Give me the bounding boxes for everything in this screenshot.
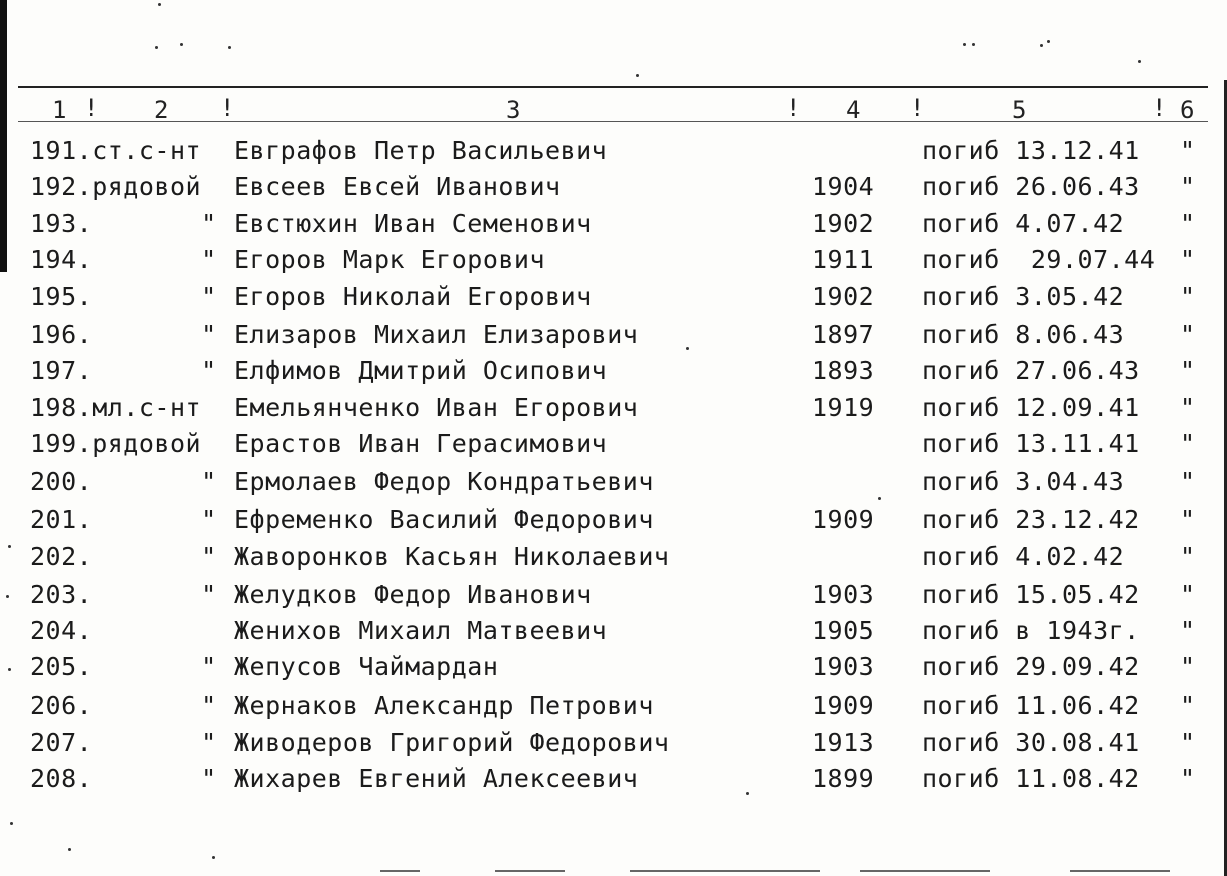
bottom-fragment — [380, 870, 420, 872]
header-separator: ! — [786, 94, 801, 122]
cell-status: погиб 29.07.44 — [922, 245, 1156, 274]
header-col2: 2 — [154, 96, 170, 124]
header-col6: 6 — [1180, 96, 1196, 124]
scan-speck — [68, 848, 71, 851]
cell-status: погиб 12.09.41 — [922, 393, 1140, 422]
scan-speck — [686, 347, 689, 350]
cell-name: Жаворонков Касьян Николаевич — [234, 542, 670, 571]
cell-birth-year: 1904 — [812, 172, 875, 201]
bottom-fragment — [1070, 870, 1170, 872]
cell-status: погиб 15.05.42 — [922, 580, 1140, 609]
cell-status: погиб 3.04.43 — [922, 467, 1125, 496]
cell-mark: " — [1180, 393, 1196, 422]
cell-name: Жепусов Чаймардан — [234, 652, 499, 681]
cell-mark: " — [1180, 728, 1196, 757]
scan-speck — [155, 46, 158, 49]
cell-status: погиб 23.12.42 — [922, 505, 1140, 534]
cell-name: Евграфов Петр Васильевич — [234, 136, 608, 165]
cell-number-rank: 197. " — [30, 356, 217, 385]
cell-name: Ермолаев Федор Кондратьевич — [234, 467, 654, 496]
cell-number-rank: 195. " — [30, 282, 217, 311]
cell-birth-year: 1902 — [812, 209, 875, 238]
cell-birth-year: 1909 — [812, 505, 875, 534]
cell-mark: " — [1180, 429, 1196, 458]
cell-number-rank: 192.рядовой — [30, 172, 202, 201]
scan-speck — [636, 74, 639, 77]
cell-name: Егоров Николай Егорович — [234, 282, 592, 311]
cell-mark: " — [1180, 542, 1196, 571]
cell-number-rank: 201. " — [30, 505, 217, 534]
cell-name: Евсеев Евсей Иванович — [234, 172, 561, 201]
scan-speck — [158, 3, 161, 6]
cell-birth-year: 1905 — [812, 616, 875, 645]
cell-number-rank: 206. " — [30, 691, 217, 720]
cell-status: погиб 8.06.43 — [922, 320, 1125, 349]
cell-birth-year: 1913 — [812, 728, 875, 757]
cell-status: погиб 26.06.43 — [922, 172, 1140, 201]
cell-birth-year: 1902 — [812, 282, 875, 311]
scan-speck — [1047, 40, 1050, 43]
header-col5: 5 — [1012, 96, 1028, 124]
cell-status: погиб 30.08.41 — [922, 728, 1140, 757]
scan-speck — [1138, 60, 1141, 63]
cell-mark: " — [1180, 505, 1196, 534]
cell-number-rank: 199.рядовой — [30, 429, 202, 458]
cell-mark: " — [1180, 467, 1196, 496]
cell-mark: " — [1180, 356, 1196, 385]
scan-speck — [972, 43, 975, 46]
cell-mark: " — [1180, 245, 1196, 274]
cell-number-rank: 205. " — [30, 652, 217, 681]
scan-speck — [878, 497, 881, 500]
cell-status: погиб 4.07.42 — [922, 209, 1125, 238]
cell-name: Евстюхин Иван Семенович — [234, 209, 592, 238]
cell-status: погиб 27.06.43 — [922, 356, 1140, 385]
cell-status: погиб 13.12.41 — [922, 136, 1140, 165]
cell-number-rank: 207. " — [30, 728, 217, 757]
cell-mark: " — [1180, 652, 1196, 681]
cell-name: Жернаков Александр Петрович — [234, 691, 654, 720]
cell-birth-year: 1911 — [812, 245, 875, 274]
cell-birth-year: 1903 — [812, 580, 875, 609]
cell-name: Живодеров Григорий Федорович — [234, 728, 670, 757]
header-col3: 3 — [506, 96, 522, 124]
page-edge-shadow-left — [0, 0, 7, 272]
cell-status: погиб 4.02.42 — [922, 542, 1125, 571]
cell-name: Елфимов Дмитрий Осипович — [234, 356, 608, 385]
cell-number-rank: 194. " — [30, 245, 217, 274]
cell-birth-year: 1919 — [812, 393, 875, 422]
cell-mark: " — [1180, 136, 1196, 165]
cell-mark: " — [1180, 172, 1196, 201]
table-header-underline — [18, 121, 1208, 122]
bottom-fragment — [860, 870, 990, 872]
cell-status: погиб 11.06.42 — [922, 691, 1140, 720]
cell-mark: " — [1180, 691, 1196, 720]
scan-speck — [10, 822, 13, 825]
cell-status: погиб 29.09.42 — [922, 652, 1140, 681]
bottom-fragment — [495, 870, 565, 872]
header-separator: ! — [910, 94, 925, 122]
cell-name: Женихов Михаил Матвеевич — [234, 616, 608, 645]
cell-mark: " — [1180, 282, 1196, 311]
scan-speck — [963, 43, 966, 46]
scan-speck — [1040, 44, 1043, 47]
cell-number-rank: 193. " — [30, 209, 217, 238]
cell-birth-year: 1897 — [812, 320, 875, 349]
cell-name: Ефременко Василий Федорович — [234, 505, 654, 534]
table-top-rule — [18, 86, 1208, 88]
header-separator: ! — [84, 94, 99, 122]
cell-number-rank: 202. " — [30, 542, 217, 571]
cell-status: погиб 11.08.42 — [922, 764, 1140, 793]
cell-number-rank: 198.мл.с-нт — [30, 393, 202, 422]
cell-mark: " — [1180, 580, 1196, 609]
cell-birth-year: 1903 — [812, 652, 875, 681]
header-col1: 1 — [52, 96, 68, 124]
cell-name: Емельянченко Иван Егорович — [234, 393, 639, 422]
cell-mark: " — [1180, 616, 1196, 645]
scan-speck — [8, 545, 11, 548]
bottom-fragment — [630, 870, 820, 872]
cell-name: Елизаров Михаил Елизарович — [234, 320, 639, 349]
cell-mark: " — [1180, 764, 1196, 793]
cell-status: погиб 3.05.42 — [922, 282, 1125, 311]
scan-speck — [6, 595, 9, 598]
cell-number-rank: 191.ст.с-нт — [30, 136, 202, 165]
cell-status: погиб в 1943г. — [922, 616, 1140, 645]
header-separator: ! — [220, 94, 235, 122]
cell-mark: " — [1180, 320, 1196, 349]
cell-name: Ерастов Иван Герасимович — [234, 429, 608, 458]
scan-speck — [746, 792, 749, 795]
cell-number-rank: 204. — [30, 616, 93, 645]
header-col4: 4 — [846, 96, 862, 124]
cell-number-rank: 200. " — [30, 467, 217, 496]
scan-speck — [8, 668, 11, 671]
cell-number-rank: 196. " — [30, 320, 217, 349]
cell-birth-year: 1899 — [812, 764, 875, 793]
cell-name: Жихарев Евгений Алексеевич — [234, 764, 639, 793]
cell-mark: " — [1180, 209, 1196, 238]
scan-speck — [212, 856, 215, 859]
scan-speck — [228, 46, 231, 49]
header-separator: ! — [1152, 94, 1167, 122]
cell-number-rank: 203. " — [30, 580, 217, 609]
cell-birth-year: 1909 — [812, 691, 875, 720]
cell-name: Желудков Федор Иванович — [234, 580, 592, 609]
scan-speck — [180, 43, 183, 46]
cell-number-rank: 208. " — [30, 764, 217, 793]
cell-status: погиб 13.11.41 — [922, 429, 1140, 458]
cell-birth-year: 1893 — [812, 356, 875, 385]
cell-name: Егоров Марк Егорович — [234, 245, 546, 274]
